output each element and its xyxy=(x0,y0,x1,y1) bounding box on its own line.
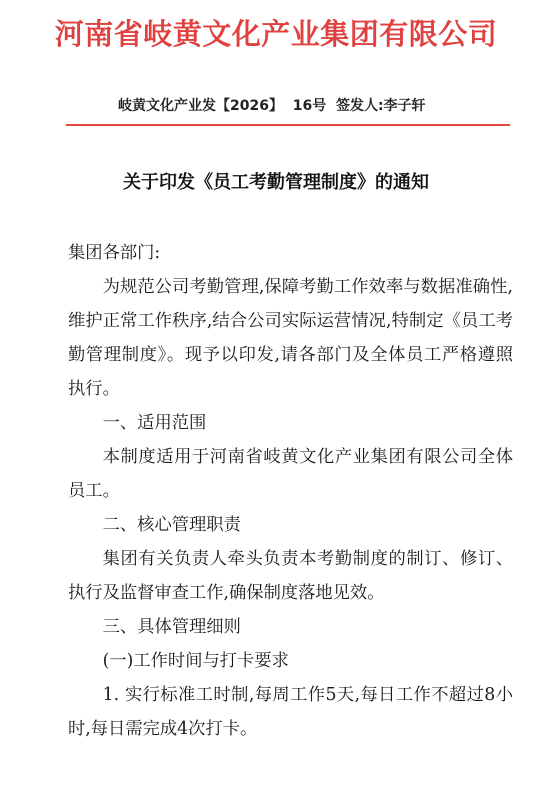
document-number-line: 岐黄文化产业发【2026】 16号 签发人:李子轩 xyxy=(118,98,426,114)
notice-body xyxy=(68,236,513,746)
notice-title: 关于印发《员工考勤管理制度》的通知 xyxy=(123,172,429,193)
subsection-heading-worktime: (一)工作时间与打卡要求 xyxy=(102,651,289,671)
rule-item-1: 1. 实行标准工时制,每周工作5天,每日工作不超过8小时,每日需完成4次打卡。 xyxy=(68,685,513,739)
salutation: 集团各部门: xyxy=(68,243,161,263)
section-text-scope: 本制度适用于河南省岐黄文化产业集团有限公司全体员工。 xyxy=(68,447,513,501)
section-heading-responsibilities: 二、核心管理职责 xyxy=(102,515,241,535)
organization-name: 河南省岐黄文化产业集团有限公司 xyxy=(54,17,498,51)
section-text-responsibilities: 集团有关负责人牵头负责本考勤制度的制订、修订、执行及监督审查工作,确保制度落地见效。 xyxy=(68,549,513,603)
red-divider xyxy=(66,124,510,126)
section-heading-scope: 一、适用范围 xyxy=(102,413,207,433)
intro-paragraph: 为规范公司考勤管理,保障考勤工作效率与数据准确性,维护正常工作秩序,结合公司实际运营情况,特制定《员工考勤管理制度》。现予以印发,请各部门及全体员工严格遵照执行。 xyxy=(68,277,513,399)
section-heading-rules: 三、具体管理细则 xyxy=(102,617,241,637)
